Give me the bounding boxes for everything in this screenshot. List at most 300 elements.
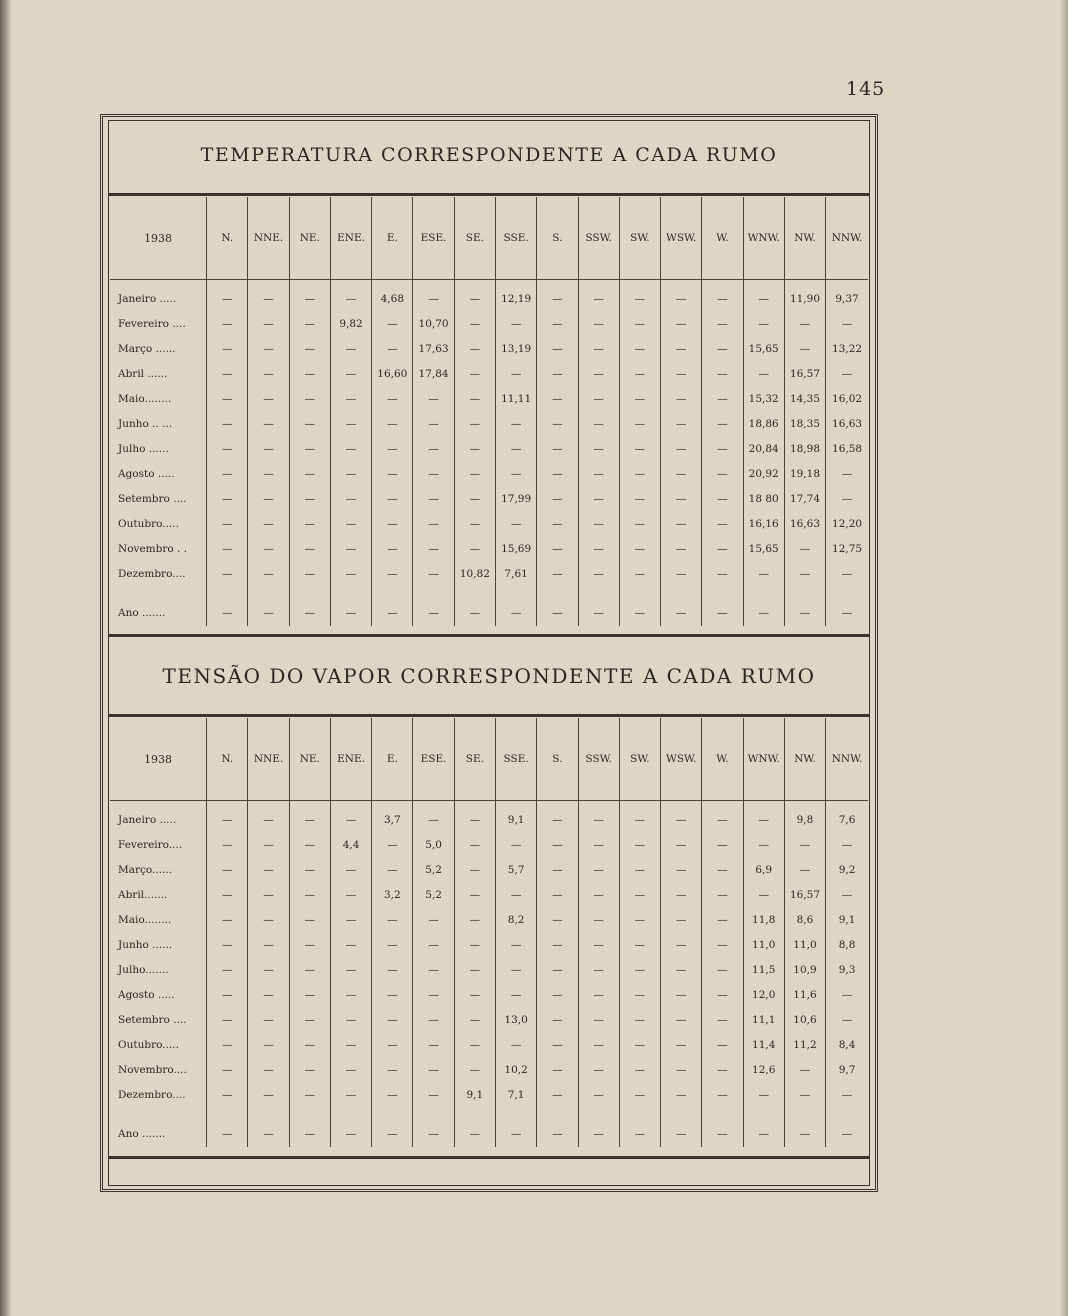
table-cell: — <box>495 411 536 436</box>
table-cell: — <box>537 536 578 561</box>
table-cell: — <box>330 857 371 882</box>
month-label: Maio........ <box>118 913 172 926</box>
month-label: Dezembro.... <box>118 1088 186 1101</box>
month-label: Fevereiro .... <box>118 317 186 330</box>
table-cell: — <box>826 361 868 386</box>
table-cell: — <box>330 907 371 932</box>
table-cell: — <box>784 857 825 882</box>
direction-header: SW. <box>619 197 660 280</box>
direction-header: WSW. <box>661 197 702 280</box>
table-cell: — <box>248 600 289 626</box>
table-cell: — <box>661 536 702 561</box>
table-cell: — <box>784 1082 825 1107</box>
table-cell: — <box>207 386 248 411</box>
table-cell: 10,2 <box>495 1057 536 1082</box>
table-cell: — <box>330 361 371 386</box>
table-cell: — <box>661 311 702 336</box>
direction-header: N. <box>207 197 248 280</box>
table-cell: — <box>702 1032 743 1057</box>
month-label: Março...... <box>118 863 173 876</box>
month-label: Fevereiro.... <box>118 838 183 851</box>
table-cell: 5,7 <box>495 857 536 882</box>
table-cell: — <box>661 857 702 882</box>
table-cell: — <box>330 932 371 957</box>
table-cell: 17,99 <box>495 486 536 511</box>
table-cell: — <box>702 511 743 536</box>
table-cell: — <box>619 600 660 626</box>
table-row <box>110 832 868 857</box>
table-cell: — <box>619 536 660 561</box>
month-label: Julho ...... <box>118 442 169 455</box>
table-row <box>110 536 868 561</box>
month-label: Abril ...... <box>118 367 168 380</box>
table-cell: — <box>413 280 454 312</box>
table-cell: — <box>454 1032 495 1057</box>
table-cell: — <box>578 600 619 626</box>
table-cell: 11,0 <box>784 932 825 957</box>
table-cell: — <box>702 832 743 857</box>
table-cell: — <box>537 801 578 833</box>
table-cell: — <box>578 832 619 857</box>
table-cell: — <box>289 832 330 857</box>
table-cell: 4,68 <box>372 280 413 312</box>
table-cell: — <box>289 461 330 486</box>
table-cell: — <box>248 882 289 907</box>
table-cell: — <box>784 311 825 336</box>
page-edge <box>1060 0 1068 1316</box>
table-cell: — <box>743 361 784 386</box>
table-cell: — <box>661 386 702 411</box>
annual-row <box>110 600 868 626</box>
table-row <box>110 1007 868 1032</box>
table-cell: — <box>372 461 413 486</box>
table-cell: — <box>207 957 248 982</box>
direction-header: W. <box>702 718 743 801</box>
table-cell: — <box>661 1007 702 1032</box>
table-cell: 15,65 <box>743 536 784 561</box>
table-cell: — <box>330 336 371 361</box>
table-cell: — <box>248 336 289 361</box>
table-cell: — <box>661 361 702 386</box>
table-cell: 9,1 <box>495 801 536 833</box>
table-cell: — <box>578 411 619 436</box>
table-cell: — <box>702 436 743 461</box>
table-cell: 15,69 <box>495 536 536 561</box>
table-cell: — <box>372 957 413 982</box>
table-cell: — <box>330 511 371 536</box>
table-cell: — <box>454 882 495 907</box>
table-row <box>110 280 868 312</box>
table-cell: — <box>702 982 743 1007</box>
table-cell: 9,82 <box>330 311 371 336</box>
table-cell: — <box>289 1007 330 1032</box>
table-cell: — <box>537 511 578 536</box>
table-cell: 10,70 <box>413 311 454 336</box>
table-cell: — <box>330 600 371 626</box>
table-row <box>110 311 868 336</box>
table-cell: — <box>248 280 289 312</box>
table-cell: — <box>413 561 454 586</box>
table-row <box>110 907 868 932</box>
table-cell: 11,4 <box>743 1032 784 1057</box>
table-cell: — <box>619 280 660 312</box>
table-cell: 15,32 <box>743 386 784 411</box>
table-row <box>110 386 868 411</box>
table2-title-rule <box>108 714 870 717</box>
table-row <box>110 1082 868 1107</box>
direction-header: SE. <box>454 197 495 280</box>
table-cell: — <box>826 882 868 907</box>
table-row <box>110 561 868 586</box>
direction-header: NW. <box>784 197 825 280</box>
table-cell: — <box>578 336 619 361</box>
table-cell: 12,19 <box>495 280 536 312</box>
table-cell: 8,2 <box>495 907 536 932</box>
table-cell: — <box>289 932 330 957</box>
table-cell: — <box>454 461 495 486</box>
table-cell: — <box>207 486 248 511</box>
table-cell: — <box>661 600 702 626</box>
table-cell: — <box>702 486 743 511</box>
table-cell: — <box>454 832 495 857</box>
direction-header: NE. <box>289 197 330 280</box>
table-cell: 16,02 <box>826 386 868 411</box>
table-cell: — <box>330 882 371 907</box>
table-cell: — <box>454 486 495 511</box>
table-cell: — <box>495 832 536 857</box>
table-cell: — <box>826 1007 868 1032</box>
table-cell: — <box>537 1121 578 1147</box>
table-cell: — <box>454 801 495 833</box>
table-cell: — <box>784 1057 825 1082</box>
table-cell: — <box>289 1032 330 1057</box>
table-cell: — <box>330 1007 371 1032</box>
table-row <box>110 857 868 882</box>
table-cell: — <box>578 882 619 907</box>
table-cell: 16,57 <box>784 882 825 907</box>
table-cell: — <box>661 280 702 312</box>
table-cell: — <box>702 907 743 932</box>
table-cell: — <box>661 436 702 461</box>
table-cell: 8,6 <box>784 907 825 932</box>
month-label: Dezembro.... <box>118 567 186 580</box>
table-cell: — <box>619 1082 660 1107</box>
table-cell: — <box>578 461 619 486</box>
month-label: Agosto ..... <box>118 467 175 480</box>
table-cell: — <box>702 1057 743 1082</box>
table-cell: — <box>372 436 413 461</box>
table-cell: — <box>702 801 743 833</box>
table-cell: — <box>372 1032 413 1057</box>
table-cell: — <box>372 336 413 361</box>
table-row <box>110 982 868 1007</box>
table-cell: — <box>537 832 578 857</box>
table-cell: — <box>289 561 330 586</box>
table-cell: — <box>372 857 413 882</box>
table-cell: — <box>578 436 619 461</box>
table-cell: — <box>413 511 454 536</box>
table-cell: — <box>578 486 619 511</box>
table-cell: — <box>661 982 702 1007</box>
vapor-tension-table <box>110 718 868 1147</box>
table-cell: 12,0 <box>743 982 784 1007</box>
table-cell: — <box>207 907 248 932</box>
direction-header: SSW. <box>578 197 619 280</box>
table-cell: 13,22 <box>826 336 868 361</box>
table-cell: — <box>372 932 413 957</box>
direction-header: ESE. <box>413 197 454 280</box>
table-cell: — <box>495 932 536 957</box>
table-cell: — <box>702 536 743 561</box>
table-cell: — <box>578 386 619 411</box>
table-cell: — <box>248 311 289 336</box>
table-cell: — <box>702 336 743 361</box>
table-cell: 17,63 <box>413 336 454 361</box>
table-cell: 5,2 <box>413 857 454 882</box>
table-cell: — <box>330 411 371 436</box>
table-cell: — <box>619 1121 660 1147</box>
table-cell: — <box>372 311 413 336</box>
table-cell: — <box>413 982 454 1007</box>
table-cell: — <box>578 536 619 561</box>
table-cell: — <box>826 561 868 586</box>
table-cell: — <box>207 561 248 586</box>
table-cell: — <box>330 280 371 312</box>
table-cell: 13,19 <box>495 336 536 361</box>
table-cell: 16,63 <box>784 511 825 536</box>
table-cell: — <box>826 486 868 511</box>
table-cell: 8,4 <box>826 1032 868 1057</box>
table-cell: — <box>702 857 743 882</box>
table-cell: 12,20 <box>826 511 868 536</box>
table-cell: — <box>454 511 495 536</box>
table-cell: — <box>413 486 454 511</box>
table-cell: — <box>619 486 660 511</box>
table-cell: — <box>413 1082 454 1107</box>
table-cell: — <box>207 280 248 312</box>
table-cell: — <box>743 832 784 857</box>
table-cell: — <box>702 882 743 907</box>
direction-header: WNW. <box>743 197 784 280</box>
table-cell: — <box>743 280 784 312</box>
table-cell: — <box>207 536 248 561</box>
table-cell: — <box>248 1121 289 1147</box>
table-cell: 16,57 <box>784 361 825 386</box>
table-cell: — <box>784 561 825 586</box>
table-cell: — <box>454 311 495 336</box>
table-cell: — <box>207 1082 248 1107</box>
direction-header: SE. <box>454 718 495 801</box>
month-label: Outubro..... <box>118 517 179 530</box>
direction-header: ESE. <box>413 718 454 801</box>
table-cell: — <box>702 386 743 411</box>
table-cell: — <box>248 982 289 1007</box>
table-cell: — <box>661 907 702 932</box>
table-cell: — <box>619 907 660 932</box>
table-cell: — <box>248 386 289 411</box>
table-cell: — <box>372 486 413 511</box>
table-cell: — <box>743 311 784 336</box>
table-cell: — <box>661 411 702 436</box>
table-row <box>110 957 868 982</box>
table-cell: 4,4 <box>330 832 371 857</box>
direction-header: NNW. <box>826 718 868 801</box>
table-cell: — <box>495 461 536 486</box>
table-cell: — <box>661 957 702 982</box>
table-cell: — <box>372 832 413 857</box>
table-cell: — <box>661 461 702 486</box>
month-label: Novembro . . <box>118 542 188 555</box>
direction-header: NNW. <box>826 197 868 280</box>
table-cell: — <box>289 1057 330 1082</box>
table-cell: — <box>826 832 868 857</box>
table-cell: — <box>537 600 578 626</box>
table-cell: — <box>289 1082 330 1107</box>
table-cell: 11,0 <box>743 932 784 957</box>
table2-title: TENSÃO DO VAPOR CORRESPONDENTE A CADA RUMO <box>162 664 816 688</box>
table-cell: — <box>537 957 578 982</box>
table-cell: 9,2 <box>826 857 868 882</box>
direction-header: S. <box>537 197 578 280</box>
table-cell: — <box>289 311 330 336</box>
table-cell: 9,1 <box>454 1082 495 1107</box>
table-cell: — <box>413 1057 454 1082</box>
table-cell: — <box>413 1007 454 1032</box>
month-label: Abril....... <box>118 888 168 901</box>
table-cell: 10,6 <box>784 1007 825 1032</box>
table-cell: — <box>784 600 825 626</box>
table-cell: — <box>495 600 536 626</box>
table-cell: — <box>248 411 289 436</box>
direction-header: SSE. <box>495 718 536 801</box>
table-cell: — <box>495 882 536 907</box>
table-cell: 17,84 <box>413 361 454 386</box>
table-cell: — <box>454 982 495 1007</box>
table-cell: — <box>248 932 289 957</box>
table-cell: — <box>702 1007 743 1032</box>
table-cell: 12,75 <box>826 536 868 561</box>
table-row <box>110 336 868 361</box>
table-cell: 17,74 <box>784 486 825 511</box>
table-cell: — <box>207 361 248 386</box>
table-cell: — <box>702 411 743 436</box>
direction-header: NNE. <box>248 718 289 801</box>
table-cell: — <box>784 536 825 561</box>
table-cell: — <box>330 1121 371 1147</box>
direction-header: ENE. <box>330 197 371 280</box>
annual-label: Ano ....... <box>118 607 166 619</box>
table-cell: — <box>454 411 495 436</box>
table-cell: — <box>248 436 289 461</box>
table-cell: — <box>495 1032 536 1057</box>
table-cell: — <box>619 461 660 486</box>
table-cell: — <box>537 461 578 486</box>
table-cell: — <box>702 957 743 982</box>
table-cell: — <box>289 511 330 536</box>
table-cell: 9,8 <box>784 801 825 833</box>
table-cell: — <box>702 311 743 336</box>
table-cell: — <box>495 311 536 336</box>
table-cell: — <box>289 411 330 436</box>
table-row <box>110 932 868 957</box>
table-cell: — <box>743 801 784 833</box>
table-cell: — <box>372 1082 413 1107</box>
table-cell: — <box>413 957 454 982</box>
year-header: 1938 <box>110 718 207 801</box>
table-cell: — <box>826 1082 868 1107</box>
direction-header: ENE. <box>330 718 371 801</box>
direction-header: SSE. <box>495 197 536 280</box>
table-cell: — <box>413 461 454 486</box>
table-cell: — <box>372 511 413 536</box>
table-row <box>110 882 868 907</box>
table-cell: — <box>826 982 868 1007</box>
table-cell: — <box>619 1032 660 1057</box>
table-cell: 18,86 <box>743 411 784 436</box>
table-cell: — <box>661 882 702 907</box>
table-cell: — <box>826 461 868 486</box>
spacer-row <box>110 586 868 600</box>
page-number: 145 <box>846 78 886 100</box>
table-cell: — <box>207 1121 248 1147</box>
table-cell: — <box>413 600 454 626</box>
table-cell: — <box>495 1121 536 1147</box>
table-cell: — <box>330 982 371 1007</box>
table-cell: — <box>537 1032 578 1057</box>
table-cell: 7,61 <box>495 561 536 586</box>
table-cell: — <box>702 932 743 957</box>
table-cell: — <box>537 1082 578 1107</box>
table-cell: — <box>372 561 413 586</box>
table-cell: — <box>537 1057 578 1082</box>
table-cell: — <box>330 436 371 461</box>
direction-header: NE. <box>289 718 330 801</box>
table-cell: — <box>578 1082 619 1107</box>
table-cell: — <box>537 932 578 957</box>
table-cell: — <box>578 1121 619 1147</box>
table-cell: — <box>702 1082 743 1107</box>
table-cell: — <box>330 1032 371 1057</box>
table-row <box>110 436 868 461</box>
table-cell: — <box>661 1057 702 1082</box>
table-cell: 9,3 <box>826 957 868 982</box>
month-label: Junho ...... <box>118 938 173 951</box>
table-cell: — <box>619 857 660 882</box>
table-cell: — <box>619 1057 660 1082</box>
table-cell: — <box>702 361 743 386</box>
table-cell: — <box>537 486 578 511</box>
table-cell: — <box>207 857 248 882</box>
table-cell: — <box>743 600 784 626</box>
table-cell: — <box>289 1121 330 1147</box>
table-cell: — <box>207 982 248 1007</box>
table-cell: — <box>248 486 289 511</box>
table-cell: — <box>289 361 330 386</box>
table2-bottom-rule <box>108 1156 870 1159</box>
table-cell: — <box>784 336 825 361</box>
table-cell: — <box>537 882 578 907</box>
table-cell: — <box>702 461 743 486</box>
table-cell: — <box>619 801 660 833</box>
month-label: Agosto ..... <box>118 988 175 1001</box>
table-cell: — <box>619 436 660 461</box>
table-cell: 5,0 <box>413 832 454 857</box>
table-cell: 18,98 <box>784 436 825 461</box>
table-row <box>110 801 868 833</box>
table-cell: — <box>289 907 330 932</box>
table-cell: — <box>578 1057 619 1082</box>
table-cell: — <box>413 536 454 561</box>
